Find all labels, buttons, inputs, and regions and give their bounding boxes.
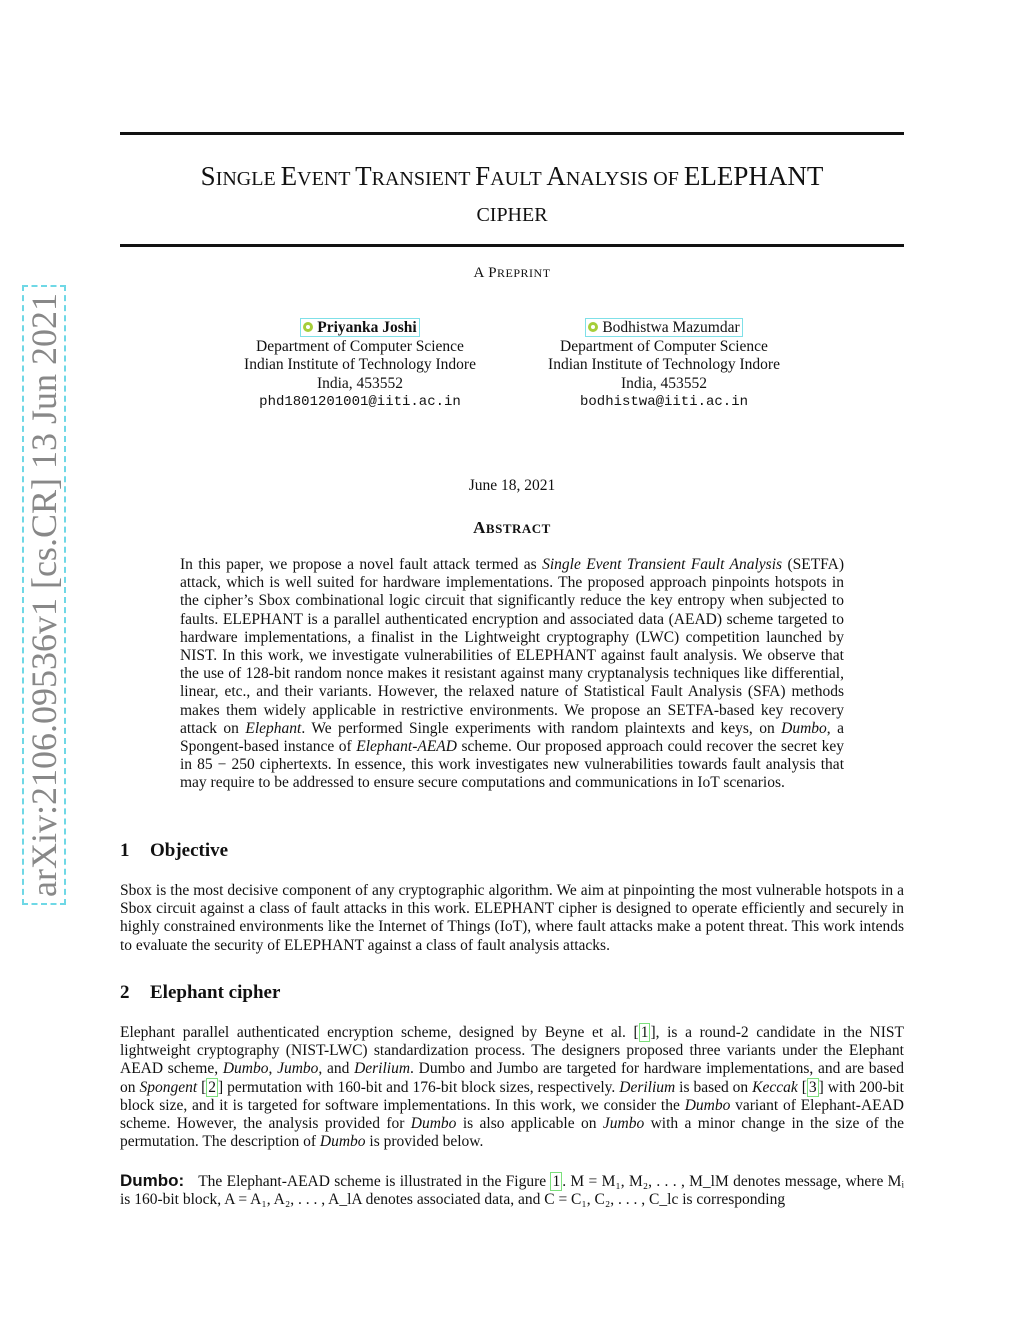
author-email[interactable]: phd1801201001@iiti.ac.in — [259, 394, 461, 410]
paper-date: June 18, 2021 — [468, 477, 556, 494]
dumbo-label: Dumbo: — [120, 1171, 185, 1190]
author-block-2: Bodhistwa Mazumdar Department of Computer Science Indian Institute of Technology Indore India, 453552 bodhistwa@iiti.ac.in — [514, 318, 814, 412]
author-block-1: Priyanka Joshi Department of Computer Science Indian Institute of Technology Indore India, 453552 phd1801201001@iiti.ac.in — [210, 318, 510, 412]
section-objective-text: Sbox is the most decisive component of any cryptographic algorithm. We aim at pinpointing the most vulnerable hotspots in a Sbox circuit against a class of fault attacks in this work. ELEPHANT cipher is designed to operate efficiently and securely in highly constrained environments like the Internet of Things (IoT), where fault attacks make a potent threat. This work intends to evaluate the security of ELEPHANT against a class of fault analysis attacks. — [120, 882, 904, 954]
orcid-icon[interactable] — [588, 322, 598, 332]
paper-title: SINGLE EVENT TRANSIENT FAULT ANALYSIS OF ELEPHANT CIPHER — [200, 161, 824, 226]
citation-link[interactable]: 3 — [808, 1078, 817, 1096]
author-name-link[interactable]: Priyanka Joshi — [300, 318, 419, 337]
arxiv-stamp[interactable]: arXiv:2106.09536v1 [cs.CR] 13 Jun 2021 — [22, 285, 66, 905]
author-name-link[interactable]: Bodhistwa Mazumdar — [585, 318, 742, 337]
orcid-icon[interactable] — [303, 322, 313, 332]
section-heading-elephant: 2 Elephant cipher — [120, 982, 281, 1003]
author-email[interactable]: bodhistwa@iiti.ac.in — [579, 394, 749, 410]
figure-link[interactable]: 1 — [552, 1173, 561, 1190]
title-rule-top — [120, 132, 904, 135]
section-elephant-text: Elephant parallel authenticated encryption scheme, designed by Beyne et al. [ 1 ], is a round-2 candidate in the NIST lightweight cryptography (NIST-LWC) standardization process. The designers proposed three variants under the Elephant AEAD scheme, Dumbo, Jumbo, and Derilium. Dumbo and Jumbo are targeted for hardware implementations, and are based on Spongent [ 2 ] permutation with 160-bit and 176-bit block sizes, respectively. Derilium is based on Keccak [ 3 ] with 200-bit block size, and it is targeted for software implementations. In this work, we consider the Dumbo variant of Elephant-AEAD scheme. However, the analysis provided for Dumbo is also applicable on Jumbo with a minor change in the size of the permutation. The description of Dumbo is provided below. — [120, 1024, 905, 1151]
preprint-label: A PREPRINT — [473, 265, 551, 281]
title-rule-bottom — [120, 244, 904, 247]
citation-link[interactable]: 2 — [208, 1078, 216, 1096]
abstract-heading: ABSTRACT — [473, 518, 551, 537]
dumbo-paragraph: Dumbo: The Elephant-AEAD scheme is illustrated in the Figure 1 . M = M₁, M₂, . . . , M_lM denotes message, where Mᵢ is 160-bit block, A = A₁, A₂, . . . , A_lA denotes associated data, and C = C₁, C₂, . . . , C_lc is corresponding — [120, 1171, 904, 1209]
section-heading-objective: 1 Objective — [120, 840, 229, 861]
abstract-text: In this paper, we propose a novel fault attack termed as Single Event Transient Fault Analysis (SETFA) attack, which is well suited for hardware implementations. The proposed approach pinpoints hotspots in the cipher’s Sbox combinational logic circuit that significantly reduce the key entropy when subjected to faults. ELEPHANT is a parallel authenticated encryption and associated data (AEAD) scheme targeted to hardware implementations, a finalist in the Lightweight cryptography (LWC) competition launched by NIST. In this work, we investigate vulnerabilities of ELEPHANT against fault analysis. We observe that the use of 128-bit random nonce makes it resistant against many cryptanalysis techniques like differential, linear, etc., and their variants. However, the relaxed nature of Statistical Fault Analysis (SFA) methods makes them widely applicable in restrictive environments. We propose an SETFA-based key recovery attack on Elephant. We performed Single experiments with random plaintexts and keys, on Dumbo, a Spongent-based instance of Elephant-AEAD scheme. Our proposed approach could recover the secret key in 85 − 250 ciphertexts. In essence, this work investigates new vulnerabilities towards fault analysis that may require to be addressed to ensure secure computations and communications in IoT scenarios. — [180, 556, 844, 792]
citation-link[interactable]: 1 — [640, 1024, 649, 1041]
